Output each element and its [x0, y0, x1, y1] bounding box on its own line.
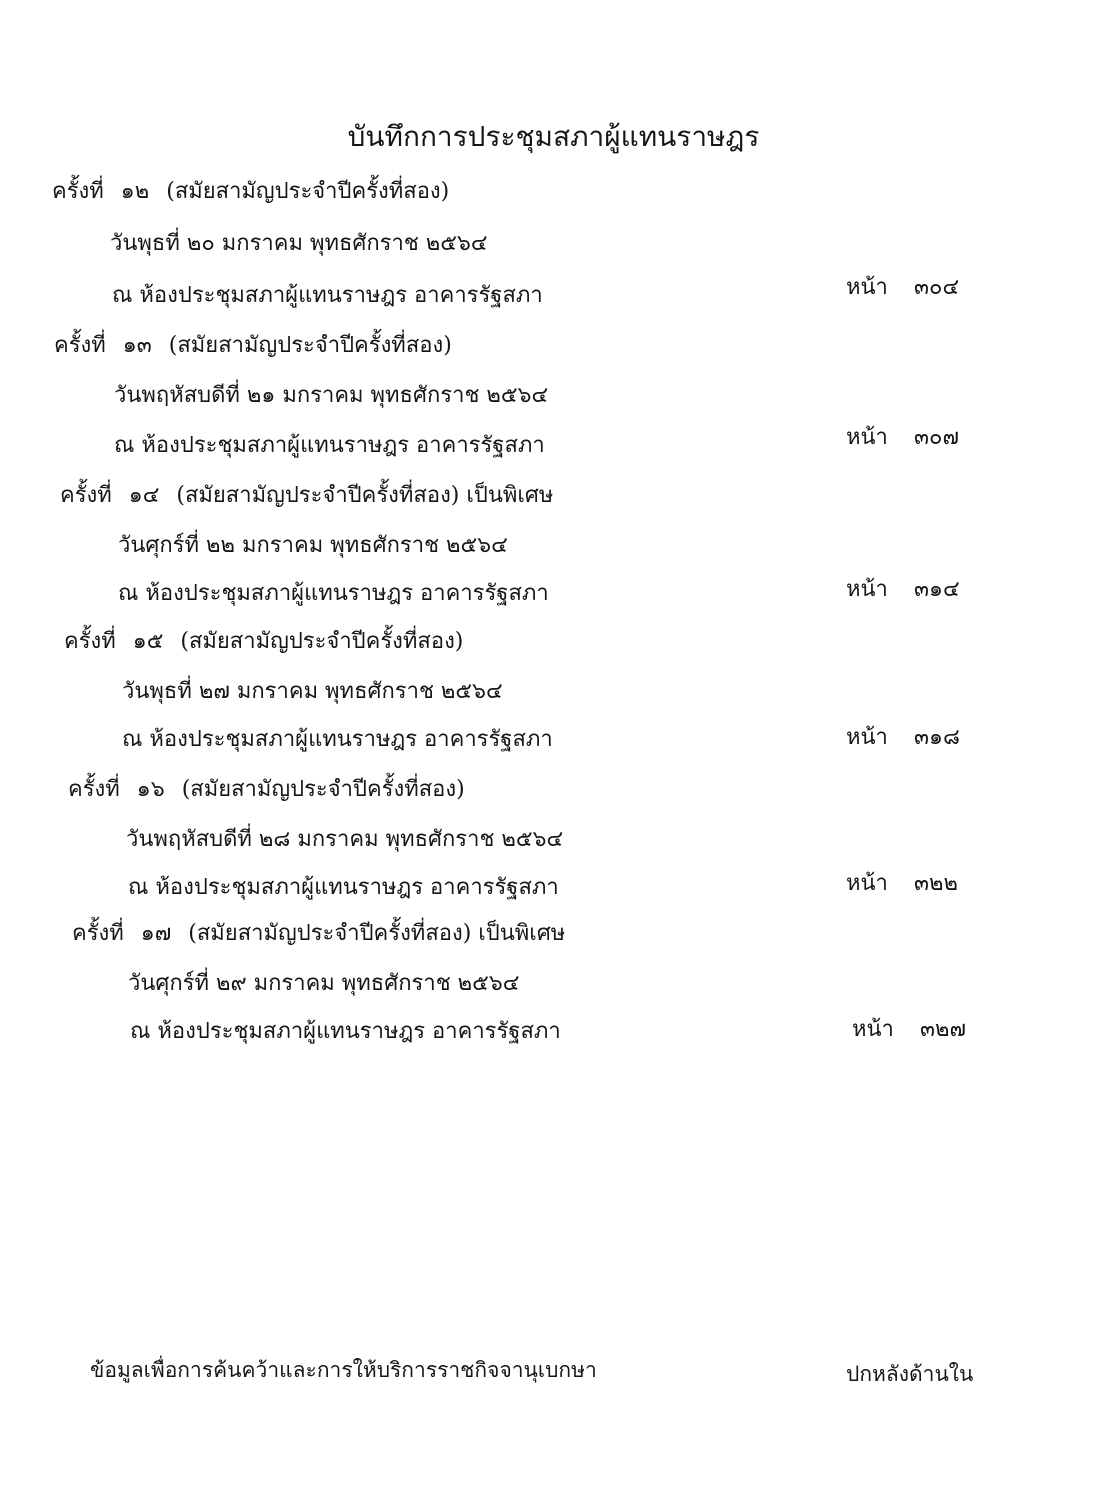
footer-page-position: ปกหลังด้านใน	[846, 1362, 974, 1386]
session-venue: ณ ห้องประชุมสภาผู้แทนราษฎร อาคารรัฐสภา	[118, 581, 549, 606]
page-reference	[846, 418, 959, 458]
session-label: ครั้งที่	[52, 179, 104, 204]
session-number: ๑๗	[140, 921, 172, 946]
session-heading	[68, 770, 465, 810]
session-entry	[0, 914, 1095, 1064]
session-date: วันพุธที่ ๒๐ มกราคม พุทธศักราช ๒๕๖๔	[110, 231, 488, 256]
session-label: ครั้งที่	[64, 629, 116, 654]
session-date: วันพฤหัสบดีที่ ๒๘ มกราคม พุทธศักราช ๒๕๖๔	[126, 827, 564, 852]
session-entry	[0, 770, 1095, 920]
session-date: วันศุกร์ที่ ๒๒ มกราคม พุทธศักราช ๒๕๖๔	[118, 533, 508, 558]
session-venue: ณ ห้องประชุมสภาผู้แทนราษฎร อาคารรัฐสภา	[114, 433, 545, 458]
session-description: (สมัยสามัญประจำปีครั้งที่สอง)	[181, 777, 465, 802]
page-label: หน้า	[852, 1017, 894, 1042]
page-number: ๓๑๘	[914, 725, 960, 750]
session-label: ครั้งที่	[68, 777, 120, 802]
session-label: ครั้งที่	[72, 921, 124, 946]
page-reference	[846, 864, 958, 904]
session-label: ครั้งที่	[60, 483, 112, 508]
page-number: ๓๐๗	[914, 425, 960, 450]
page-label: หน้า	[846, 871, 888, 896]
session-number: ๑๒	[120, 179, 150, 204]
session-number: ๑๖	[136, 777, 165, 802]
document-title: บันทึกการประชุมสภาผู้แทนราษฎร	[347, 120, 760, 153]
session-heading	[64, 622, 463, 662]
page-number: ๓๒๗	[920, 1017, 967, 1042]
session-heading	[60, 476, 553, 516]
session-venue: ณ ห้องประชุมสภาผู้แทนราษฎร อาคารรัฐสภา	[130, 1019, 561, 1044]
session-number: ๑๕	[132, 629, 164, 654]
session-date: วันพุธที่ ๒๗ มกราคม พุทธศักราช ๒๕๖๔	[122, 679, 503, 704]
session-heading	[72, 914, 565, 954]
session-description: (สมัยสามัญประจำปีครั้งที่สอง)	[168, 333, 452, 358]
page-label: หน้า	[846, 725, 888, 750]
session-description: (สมัยสามัญประจำปีครั้งที่สอง) เป็นพิเศษ	[176, 483, 554, 508]
session-description: (สมัยสามัญประจำปีครั้งที่สอง)	[166, 179, 450, 204]
footer-source-note: ข้อมูลเพื่อการค้นคว้าและการให้บริการราชกิจจานุเบกษา	[90, 1358, 597, 1382]
session-venue: ณ ห้องประชุมสภาผู้แทนราษฎร อาคารรัฐสภา	[122, 727, 553, 752]
page-label: หน้า	[846, 577, 888, 602]
session-entry	[0, 622, 1095, 772]
page-reference	[846, 718, 960, 758]
page-reference	[846, 570, 960, 610]
page-label: หน้า	[846, 275, 888, 300]
session-heading	[52, 172, 449, 212]
session-description: (สมัยสามัญประจำปีครั้งที่สอง) เป็นพิเศษ	[188, 921, 566, 946]
page-number: ๓๐๔	[914, 275, 960, 300]
page-reference	[846, 268, 959, 308]
session-number: ๑๔	[128, 483, 160, 508]
session-entry	[0, 326, 1095, 476]
page-reference	[852, 1010, 966, 1050]
session-label: ครั้งที่	[54, 333, 106, 358]
session-entry	[0, 476, 1095, 626]
session-heading	[54, 326, 452, 366]
page-number: ๓๑๔	[914, 577, 960, 602]
page-number: ๓๒๒	[914, 871, 959, 896]
session-date: วันพฤหัสบดีที่ ๒๑ มกราคม พุทธศักราช ๒๕๖๔	[114, 383, 549, 408]
session-venue: ณ ห้องประชุมสภาผู้แทนราษฎร อาคารรัฐสภา	[112, 283, 543, 308]
session-description: (สมัยสามัญประจำปีครั้งที่สอง)	[180, 629, 464, 654]
session-date: วันศุกร์ที่ ๒๙ มกราคม พุทธศักราช ๒๕๖๔	[128, 971, 520, 996]
session-number: ๑๓	[122, 333, 152, 358]
session-entry	[0, 172, 1095, 322]
session-venue: ณ ห้องประชุมสภาผู้แทนราษฎร อาคารรัฐสภา	[128, 875, 559, 900]
page-label: หน้า	[846, 425, 888, 450]
